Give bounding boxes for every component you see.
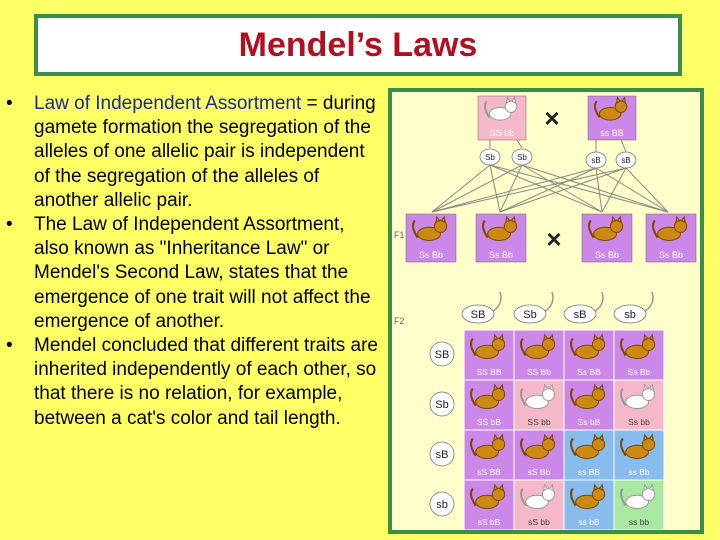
punnett-genotype: sS bb <box>528 517 550 527</box>
f2-gamete-label: SB <box>470 309 486 321</box>
punnett-genotype: SS bb <box>527 417 551 427</box>
punnett-genotype: SS BB <box>476 367 502 377</box>
gamete-label: sB <box>591 156 601 165</box>
f2-gamete-label: SB <box>434 349 450 361</box>
diagram-svg <box>392 92 700 530</box>
f1-genotype: Ss Bb <box>658 250 684 260</box>
punnett-genotype: sS bB <box>477 517 501 527</box>
f2-gamete-label: sB <box>435 449 449 461</box>
cross-line <box>500 168 626 212</box>
f1-genotype: Ss Bb <box>418 250 444 260</box>
bullet-list <box>4 92 384 431</box>
punnett-genotype: ss bB <box>578 517 600 527</box>
bullet-text: The Law of Independent Assortment, also known as "Inheritance Law" or Mendel's Second Law, states that the emergence of one trait will not affect the emergence of another. <box>34 214 371 332</box>
title-box <box>34 14 682 76</box>
punnett-genotype: sS Bb <box>527 467 551 477</box>
bullet-text: Mendel concluded that different traits are inherited independently of each other, so that there is no relation, for example, between a cat's color and tail length. <box>34 335 378 429</box>
f2-gamete-label: sb <box>624 309 636 321</box>
f2-label: F2 <box>394 316 405 326</box>
cross-line <box>432 168 626 212</box>
bullet-item <box>4 92 384 213</box>
bullet-item <box>4 334 384 431</box>
f2-gamete-label: sb <box>436 499 448 511</box>
cross-line <box>432 165 522 212</box>
f1-genotype: Ss Bb <box>594 250 620 260</box>
punnett-genotype: ss bb <box>628 517 650 527</box>
f1-label: F1 <box>394 230 405 240</box>
bullet-text: = during gamete formation the segregation of the alleles of one allelic pair is independent of the segregation of the alleles of another allelic pair. <box>34 93 376 211</box>
bullet-item <box>4 213 384 334</box>
cross-symbol: × <box>544 103 560 133</box>
gamete-tail <box>594 292 603 312</box>
bullet-dot: • <box>6 93 13 114</box>
punnett-genotype: sS BB <box>477 467 501 477</box>
cross-symbol: × <box>546 224 562 254</box>
punnett-genotype: ss Bb <box>628 467 650 477</box>
f2-gamete-label: sB <box>573 309 587 321</box>
gamete-label: Sb <box>485 153 495 162</box>
punnett-genotype: Ss Bb <box>627 367 651 377</box>
f2-gamete-label: Sb <box>435 399 449 411</box>
parent-genotype: ss BB <box>600 128 624 138</box>
bullet-highlight: Law of Independent Assortment <box>34 93 302 114</box>
bullet-dot: • <box>6 335 13 357</box>
bullet-dot: • <box>6 214 13 236</box>
gamete-label: Sb <box>517 153 527 162</box>
f2-gamete-label: Sb <box>523 309 537 321</box>
gamete-tail <box>492 292 501 312</box>
punnett-genotype: Ss BB <box>577 367 601 377</box>
dihybrid-cross-diagram <box>388 88 704 534</box>
cross-line <box>490 165 500 212</box>
punnett-genotype: SS bB <box>476 417 502 427</box>
cross-line <box>490 165 602 212</box>
punnett-genotype: SS Bb <box>526 367 552 377</box>
gamete-tail <box>644 292 653 312</box>
f1-genotype: Ss Bb <box>488 250 514 260</box>
gamete-tail <box>544 292 553 312</box>
punnett-genotype: ss BB <box>577 467 601 477</box>
punnett-genotype: Ss bB <box>577 417 601 427</box>
parent-genotype: SS bb <box>489 128 515 138</box>
page-title: Mendel’s Laws <box>238 25 478 64</box>
punnett-genotype: Ss bb <box>628 417 650 427</box>
gamete-label: sB <box>621 156 631 165</box>
